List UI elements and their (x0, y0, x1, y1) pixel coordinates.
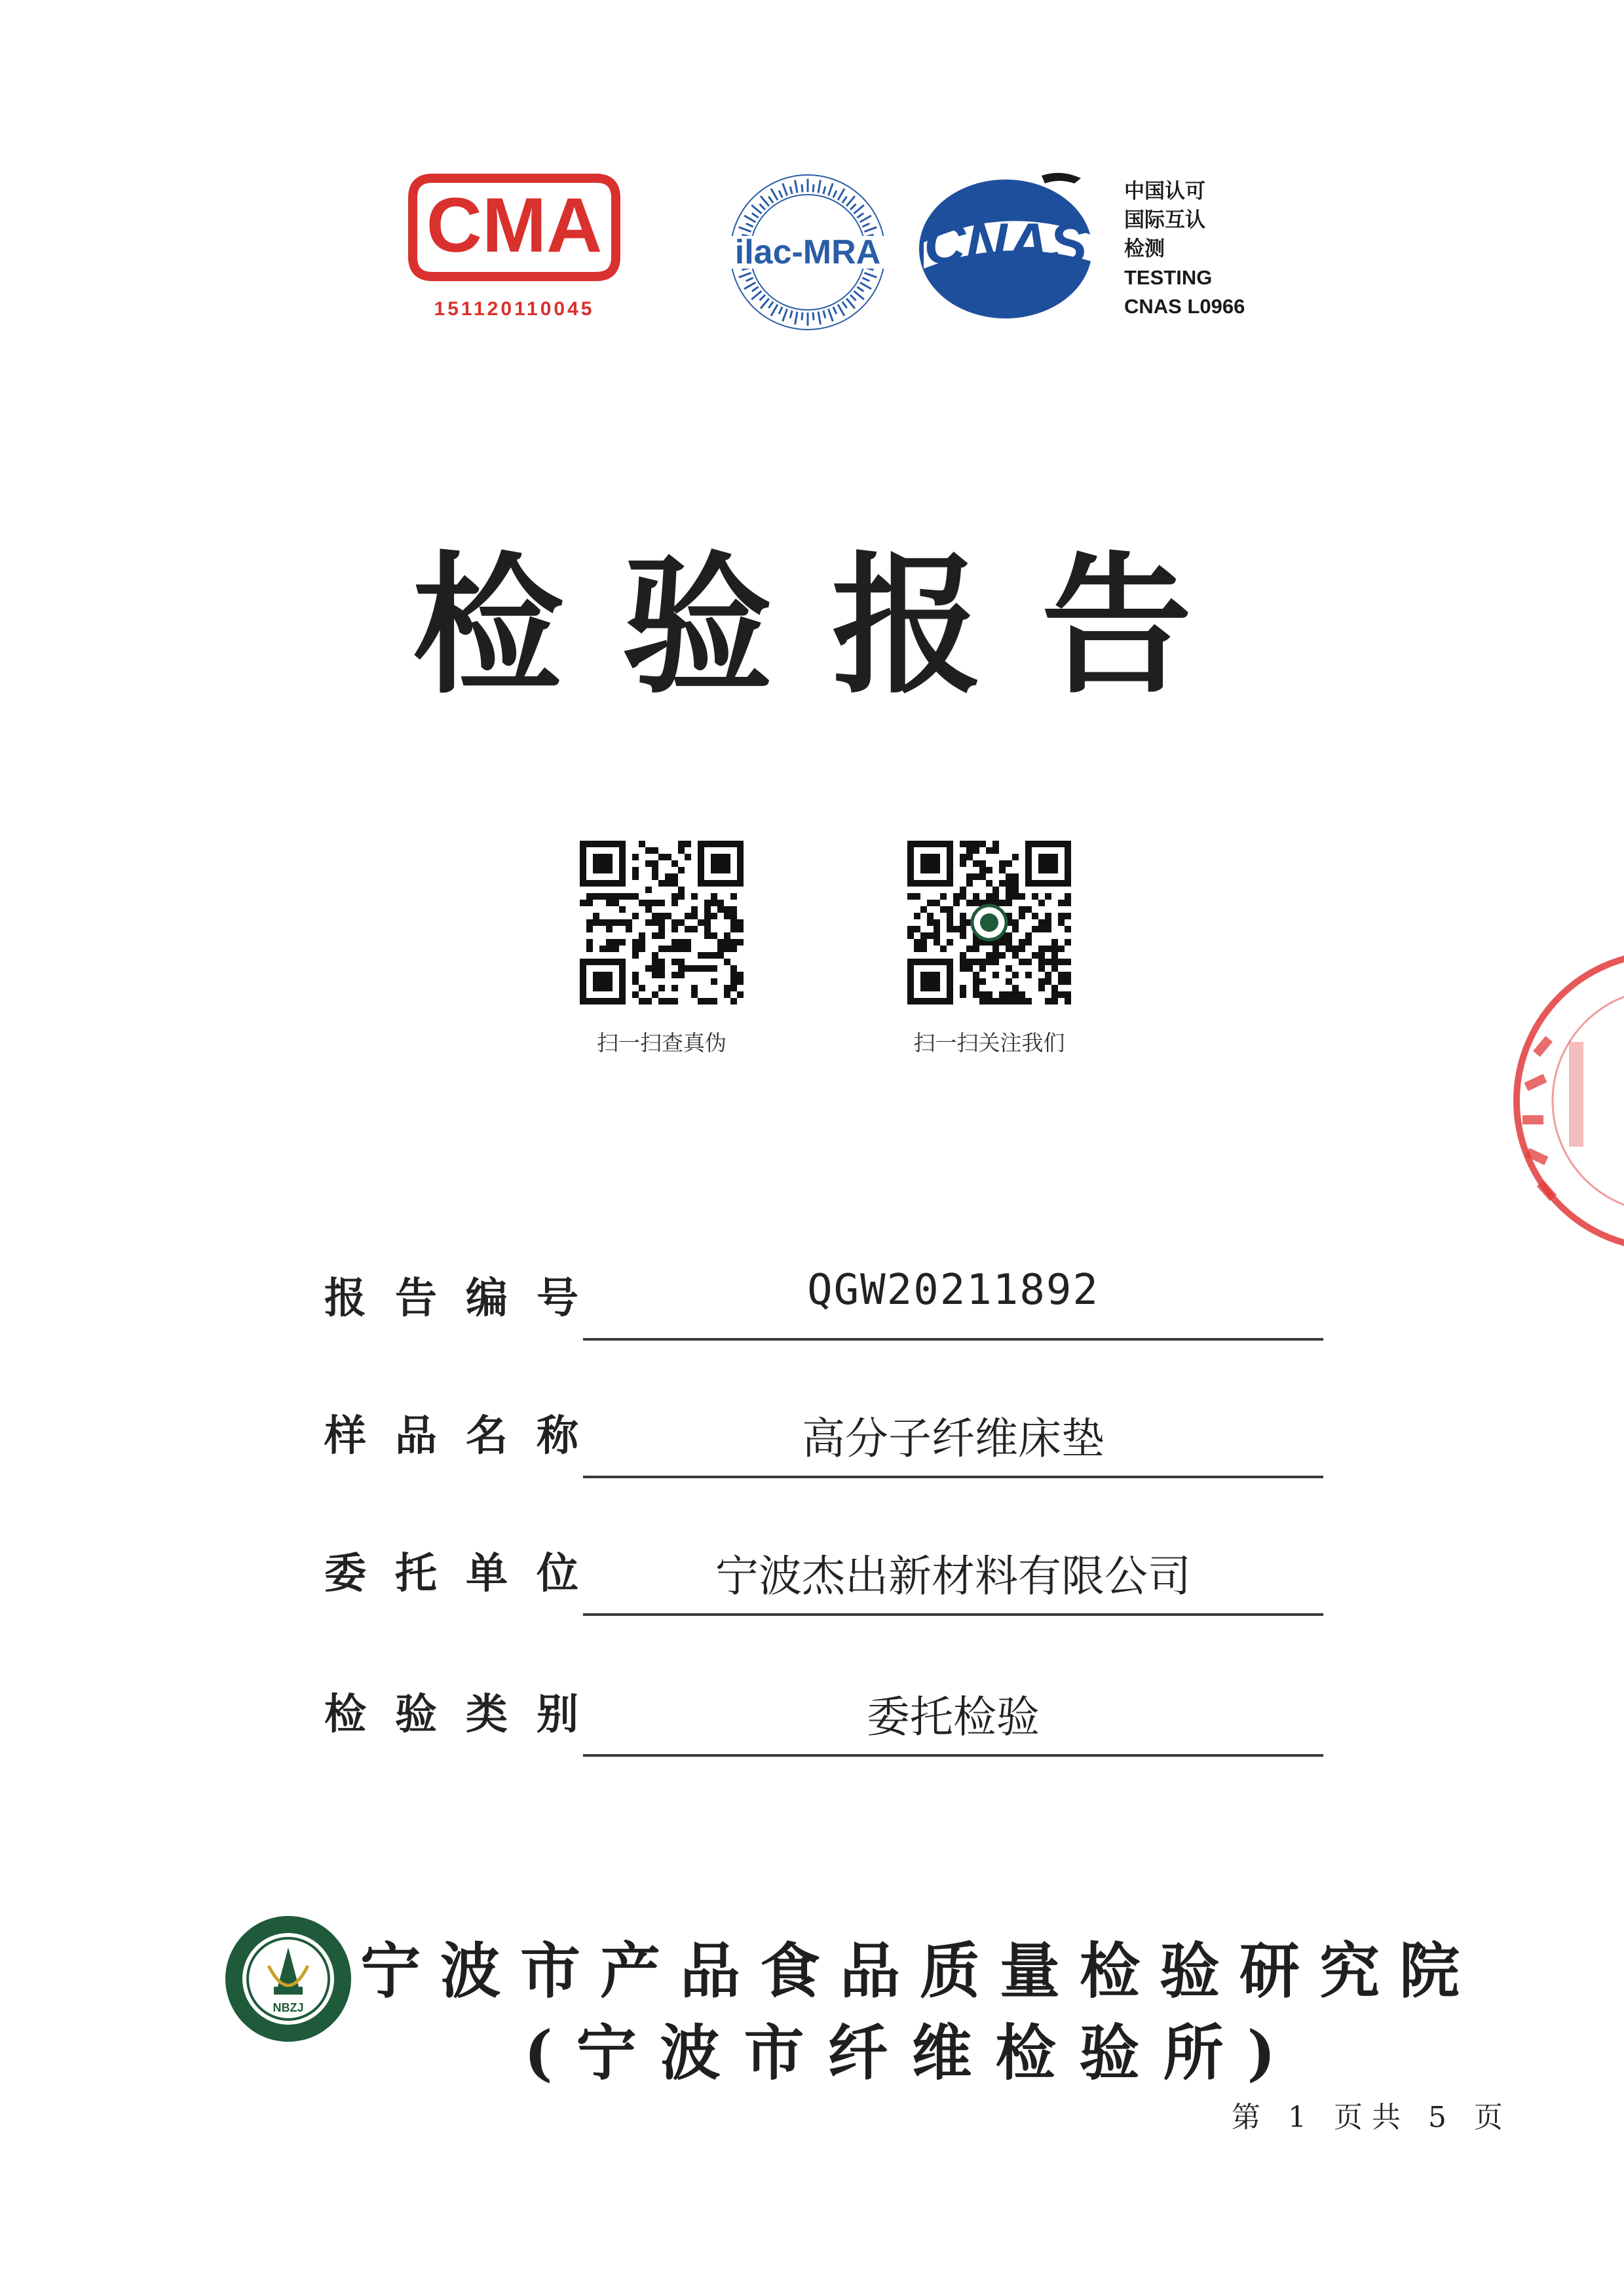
field-report-number (0, 1265, 1624, 1350)
field-underline (583, 1754, 1323, 1757)
field-value: QGW20211892 (807, 1266, 1099, 1314)
cnas-logo-text: CNAS (924, 211, 1087, 276)
ilac-mra-logo (726, 170, 890, 334)
cnas-accreditation-text (1124, 177, 1281, 321)
logo-header (0, 0, 1624, 367)
page-number: 第 1 页共 5 页 (1232, 2101, 1512, 2134)
institute-name: 宁波市产品食品质量检验研究院 (360, 1936, 1480, 2006)
seal-abbreviation: NBZJ (273, 2001, 304, 2014)
qr-code-follow[interactable] (907, 841, 1071, 1004)
cma-logo (406, 172, 622, 283)
field-client (0, 1540, 1624, 1625)
cnas-line: CNAS L0966 (1124, 295, 1245, 318)
cnas-line: TESTING (1124, 266, 1213, 289)
report-title: 检验报告 (412, 537, 1251, 714)
field-underline (583, 1613, 1323, 1616)
field-label: 样品名称 (324, 1411, 607, 1461)
field-underline (583, 1476, 1323, 1478)
field-label: 检验类别 (324, 1690, 607, 1739)
field-label: 委托单位 (324, 1549, 607, 1598)
cnas-line: 中国认可 (1124, 180, 1205, 202)
cma-certificate-number: 151120110045 (434, 298, 595, 320)
field-value: 委托检验 (867, 1692, 1040, 1742)
red-official-stamp (1507, 944, 1624, 1258)
field-value: 高分子纤维床垫 (802, 1413, 1105, 1464)
field-value: 宁波杰出新材料有限公司 (715, 1551, 1191, 1601)
qr-caption-verify: 扫一扫查真伪 (597, 1030, 727, 1056)
cnas-line: 国际互认 (1124, 208, 1205, 231)
cma-logo-text: CMA (426, 182, 603, 269)
field-inspection-type (0, 1681, 1624, 1766)
field-underline (583, 1338, 1323, 1341)
institute-seal-logo (223, 1913, 354, 2044)
cnas-line: 检测 (1124, 237, 1165, 260)
field-label: 报告编号 (324, 1274, 607, 1323)
qr-code-verify[interactable] (580, 841, 744, 1004)
cnas-logo (914, 164, 1104, 328)
institute-sub-name: (宁波市纤维检验所) (524, 2018, 1300, 2088)
ilac-mra-text: ilac-MRA (734, 233, 881, 271)
field-sample-name (0, 1402, 1624, 1487)
qr-caption-follow: 扫一扫关注我们 (913, 1030, 1065, 1056)
